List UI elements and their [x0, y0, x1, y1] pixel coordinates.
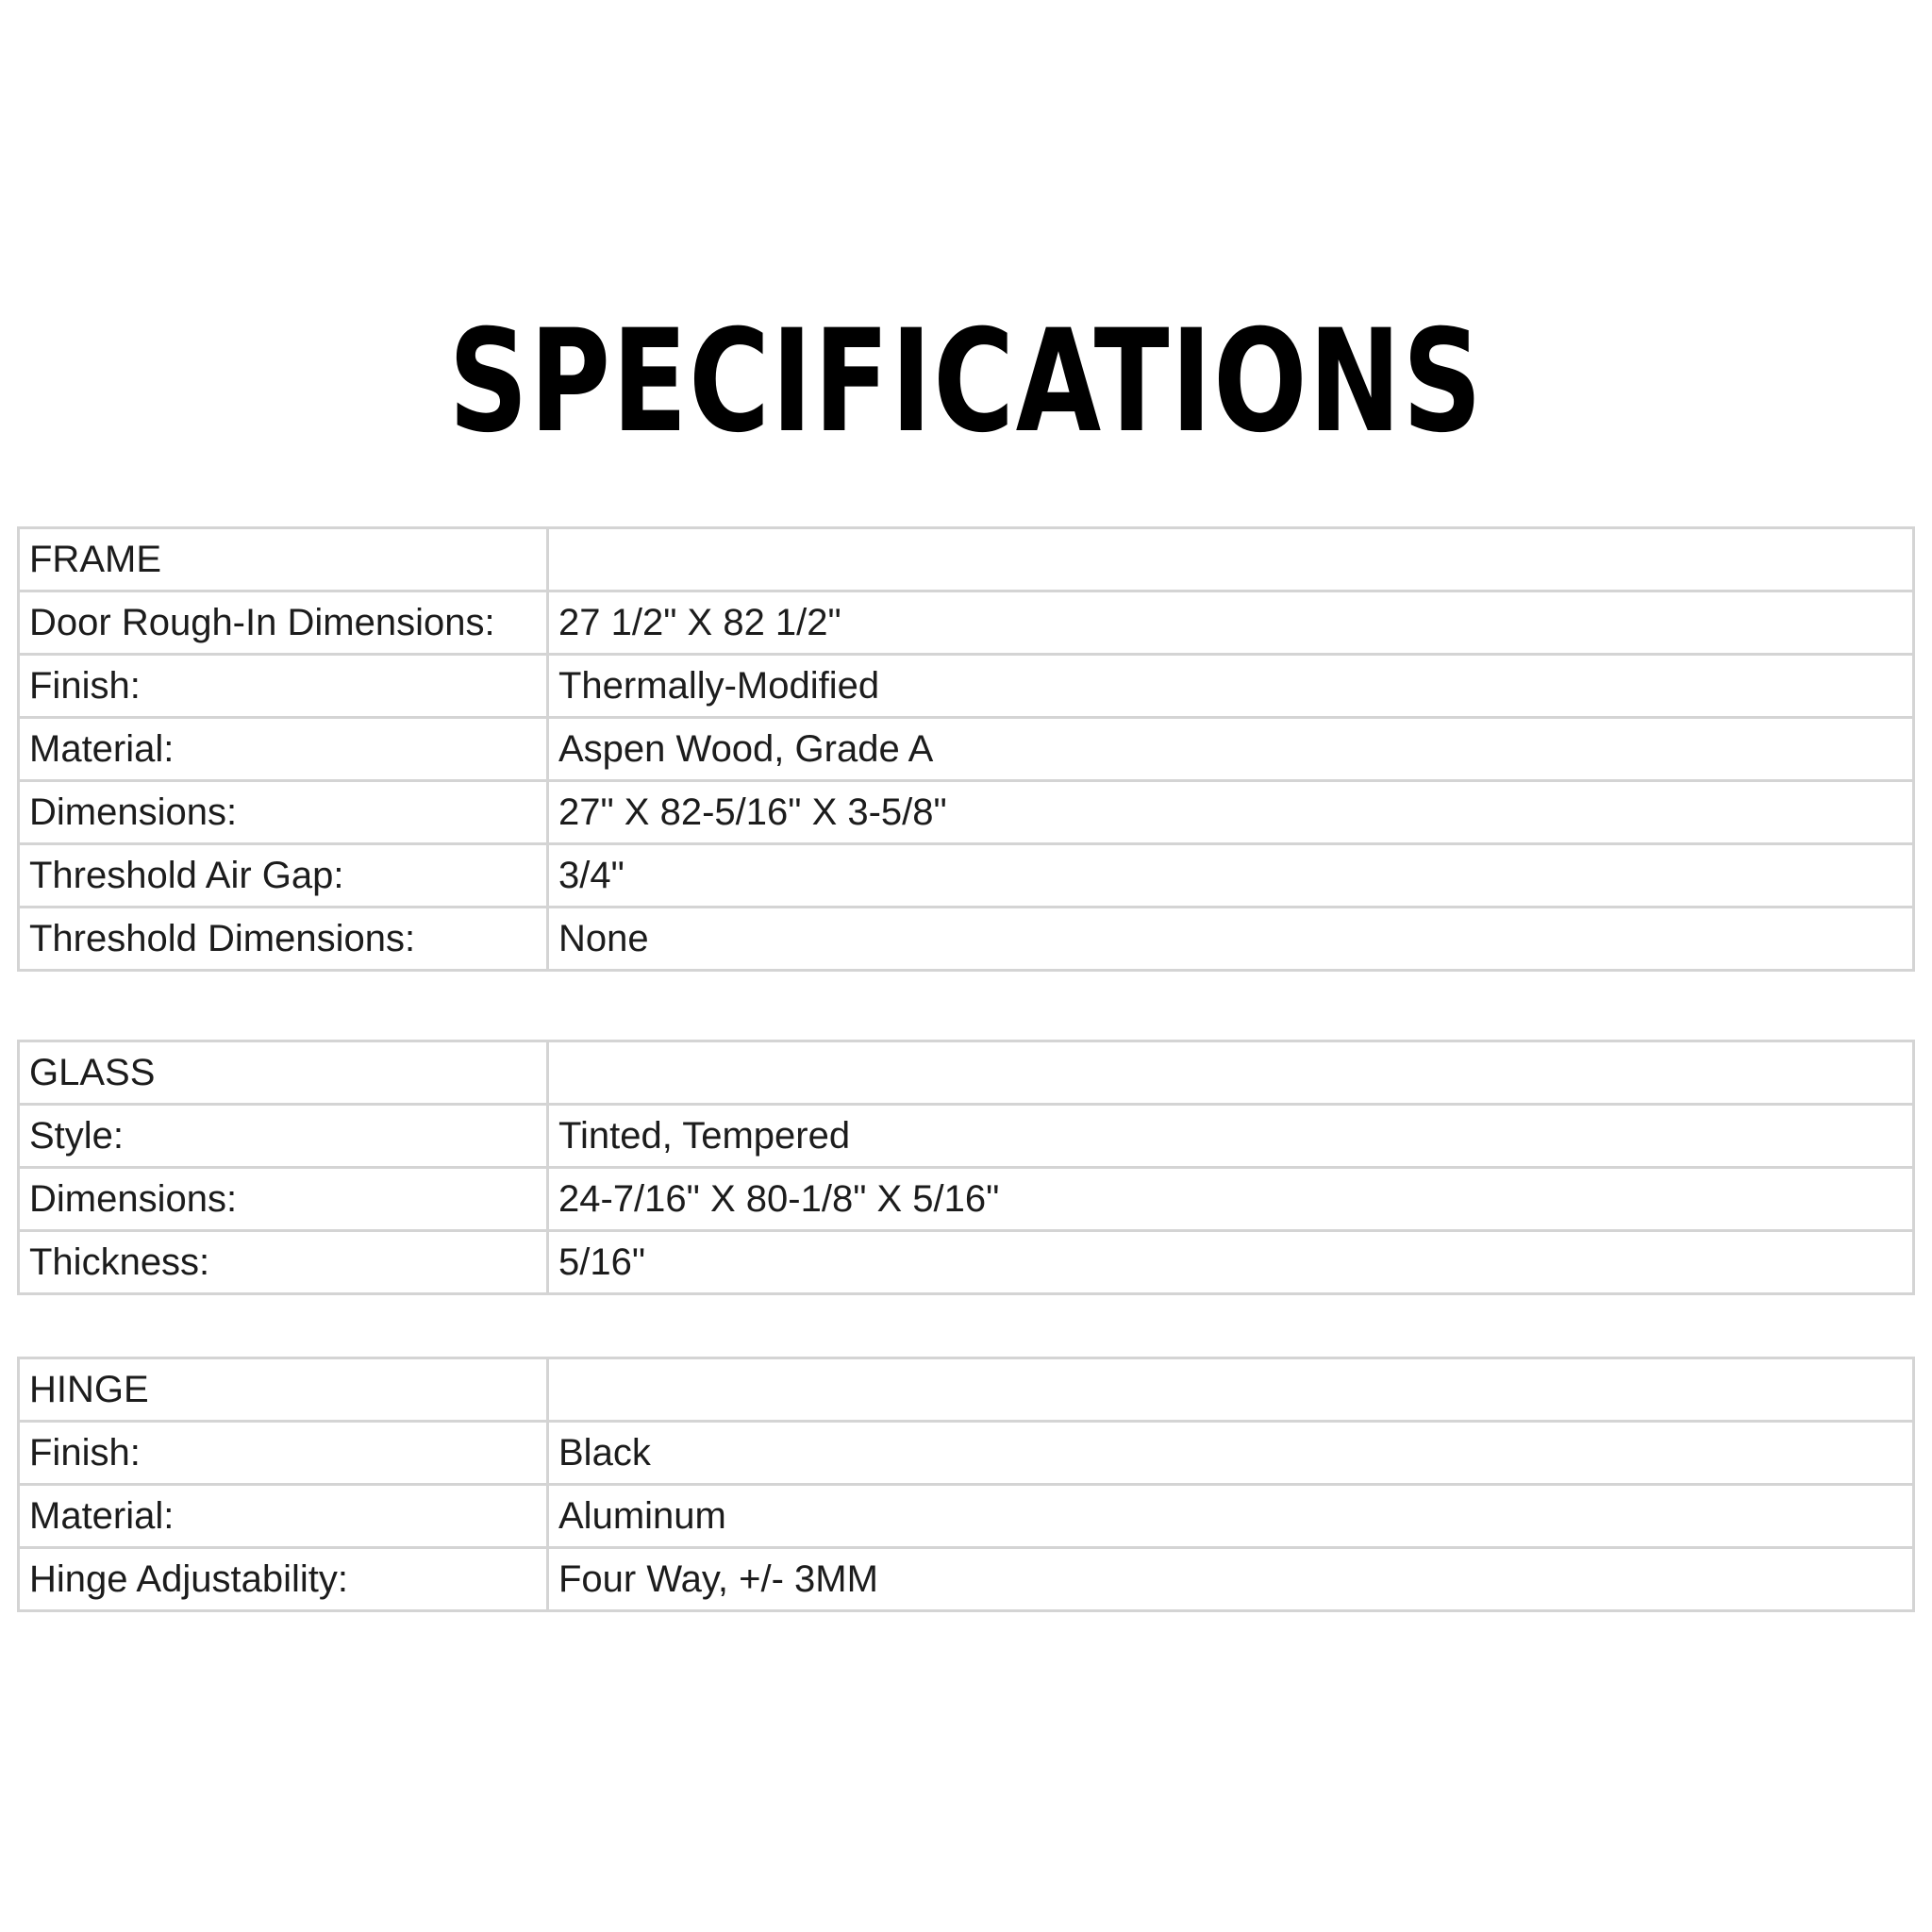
- spec-label: Dimensions:: [19, 1168, 548, 1231]
- frame-spec-table: [17, 526, 1915, 972]
- spec-value: 5/16": [548, 1231, 1914, 1294]
- table-row: [19, 718, 1914, 781]
- spec-value: Aspen Wood, Grade A: [548, 718, 1914, 781]
- spec-value: 27 1/2" X 82 1/2": [548, 591, 1914, 655]
- spec-label: Threshold Air Gap:: [19, 844, 548, 908]
- table-header-row: [19, 1358, 1914, 1422]
- spec-label: Style:: [19, 1105, 548, 1168]
- spec-value: 3/4": [548, 844, 1914, 908]
- section-header-glass: GLASS: [19, 1041, 548, 1105]
- spec-value: Tinted, Tempered: [548, 1105, 1914, 1168]
- spec-value: Four Way, +/- 3MM: [548, 1548, 1914, 1611]
- table-row: [19, 1422, 1914, 1485]
- spec-value: Aluminum: [548, 1485, 1914, 1548]
- table-header-row: [19, 1041, 1914, 1105]
- spec-label: Material:: [19, 718, 548, 781]
- table-header-row: [19, 528, 1914, 591]
- spec-value: None: [548, 908, 1914, 971]
- header-empty-cell: [548, 528, 1914, 591]
- table-row: [19, 1105, 1914, 1168]
- table-row: [19, 1548, 1914, 1611]
- table-row: [19, 1231, 1914, 1294]
- table-row: [19, 1485, 1914, 1548]
- header-empty-cell: [548, 1358, 1914, 1422]
- hinge-spec-table: [17, 1357, 1915, 1612]
- page-title: SPECIFICATIONS: [448, 300, 1484, 464]
- section-header-hinge: HINGE: [19, 1358, 548, 1422]
- spec-value: 27" X 82-5/16" X 3-5/8": [548, 781, 1914, 844]
- spec-value: 24-7/16" X 80-1/8" X 5/16": [548, 1168, 1914, 1231]
- table-row: [19, 844, 1914, 908]
- spec-label: Thickness:: [19, 1231, 548, 1294]
- table-row: [19, 1168, 1914, 1231]
- table-row: [19, 908, 1914, 971]
- spec-label: Hinge Adjustability:: [19, 1548, 548, 1611]
- section-header-frame: FRAME: [19, 528, 548, 591]
- table-row: [19, 591, 1914, 655]
- spec-value: Black: [548, 1422, 1914, 1485]
- glass-spec-table: [17, 1040, 1915, 1295]
- spec-label: Threshold Dimensions:: [19, 908, 548, 971]
- spec-label: Door Rough-In Dimensions:: [19, 591, 548, 655]
- spec-label: Material:: [19, 1485, 548, 1548]
- table-row: [19, 781, 1914, 844]
- table-row: [19, 655, 1914, 718]
- spec-label: Dimensions:: [19, 781, 548, 844]
- spec-value: Thermally-Modified: [548, 655, 1914, 718]
- spec-label: Finish:: [19, 1422, 548, 1485]
- spec-label: Finish:: [19, 655, 548, 718]
- header-empty-cell: [548, 1041, 1914, 1105]
